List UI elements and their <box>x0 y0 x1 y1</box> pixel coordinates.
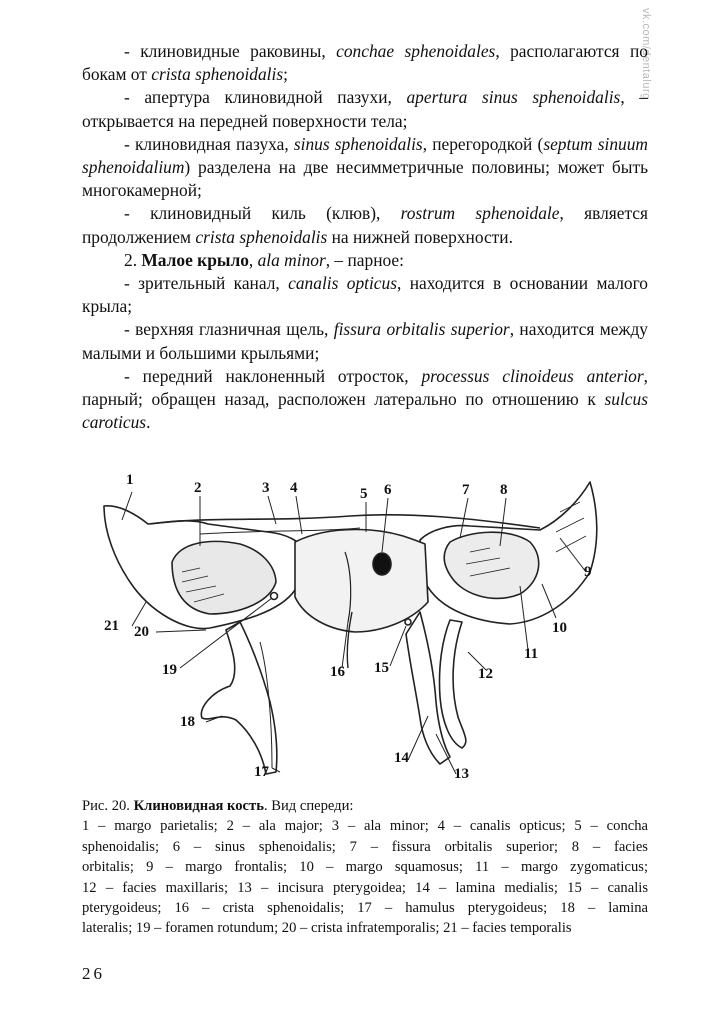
figure-label-18: 18 <box>180 714 195 730</box>
text-run: , располагаются по бокам от <box>82 41 648 85</box>
figure-label-17: 17 <box>254 764 269 780</box>
body-text <box>82 40 648 434</box>
latin-term: crista sphenoidalis <box>151 64 284 85</box>
figure-label-3: 3 <box>262 480 270 496</box>
paragraph <box>82 365 648 435</box>
figure-label-5: 5 <box>360 486 368 502</box>
text-run: - клиновидный киль (клюв), <box>124 203 401 224</box>
text-run: , находится между малыми и большими крыльями; <box>82 319 648 363</box>
paragraph <box>82 249 648 272</box>
figure-caption <box>82 796 648 939</box>
text-run: - апертура клиновидной пазухи, <box>124 87 407 108</box>
latin-term: septum sinuum sphenoidalium <box>82 133 648 178</box>
paragraph <box>82 202 648 248</box>
latin-term: ala minor <box>257 249 326 270</box>
figure-label-9: 9 <box>584 564 592 580</box>
text-run: 2. <box>124 249 142 270</box>
figure-label-2: 2 <box>194 480 202 496</box>
figure-label-12: 12 <box>478 666 493 682</box>
sphenoid-bone-figure <box>90 472 635 792</box>
right-orbital-surface <box>444 532 538 598</box>
latin-term: conchae sphenoidales <box>336 41 496 61</box>
figure-label-8: 8 <box>500 482 508 498</box>
figure-label-13: 13 <box>454 766 469 782</box>
caption-line: pterygoideus; 16 – crista sphenoidalis; 17 – hamulus pterygoideus; 18 – lamina <box>82 900 648 917</box>
caption-line: 1 – margo parietalis; 2 – ala major; 3 – ala minor; 4 – canalis opticus; 5 – concha <box>82 818 648 835</box>
caption-title: Клиновидная кость <box>133 798 264 814</box>
latin-term: fissura orbitalis superior <box>333 319 510 340</box>
text-run: ) разделена на две несимметричные половины; может быть многокамерной; <box>82 157 648 201</box>
caption-heading <box>82 796 648 816</box>
latin-term: processus clinoideus anterior <box>421 365 644 386</box>
figure-label-15: 15 <box>374 660 389 676</box>
latin-term: apertura sinus sphenoidalis <box>406 87 621 108</box>
text-run: , – открывается на передней поверхности тела; <box>82 87 648 131</box>
text-run: , парный; обращен назад, расположен латерально по отношению к <box>82 365 648 410</box>
figure-label-11: 11 <box>524 646 539 662</box>
paragraph <box>82 318 648 364</box>
figure-label-14: 14 <box>394 750 409 766</box>
right-pterygoid-process <box>406 612 450 764</box>
text-run: , находится в основании малого крыла; <box>82 273 649 317</box>
caption-line: orbitalis; 9 – margo frontalis; 10 – margo squamosus; 11 – margo zygomaticus; <box>82 859 648 876</box>
paragraph <box>82 40 648 86</box>
bold-term: Малое крыло <box>141 249 249 270</box>
latin-term: canalis opticus <box>288 273 397 294</box>
left-pterygoid-process <box>201 622 276 774</box>
paragraph <box>82 133 648 203</box>
figure-label-16: 16 <box>330 664 345 680</box>
caption-line: sphenoidalis; 6 – sinus sphenoidalis; 7 – fissura orbitalis superior; 8 – facies <box>82 838 648 855</box>
figure-label-7: 7 <box>462 482 470 498</box>
text-run: - зрительный канал, <box>124 273 289 294</box>
text-run: ; <box>283 64 288 85</box>
page-number: 26 <box>82 964 105 983</box>
figure-label-10: 10 <box>552 620 567 636</box>
watermark: vk.com/dentalurg <box>640 8 652 100</box>
text-run: , перегородкой ( <box>422 133 544 154</box>
figure-label-19: 19 <box>162 662 177 678</box>
text-run: , является продолжением <box>82 203 648 247</box>
text-run: - передний наклоненный отросток, <box>124 365 422 386</box>
paragraph <box>82 272 648 318</box>
text-run: - клиновидная пазуха, <box>124 133 294 154</box>
figure-label-6: 6 <box>384 482 392 498</box>
text-run: на нижней поверхности. <box>327 226 513 247</box>
sphenoid-body <box>295 530 428 633</box>
left-orbital-surface <box>172 541 276 614</box>
latin-term: rostrum sphenoidale <box>400 203 560 224</box>
paragraph <box>82 86 648 132</box>
figure-label-21: 21 <box>104 618 119 634</box>
caption-line: lateralis; 19 – foramen rotundum; 20 – crista infratemporalis; 21 – facies temporalis <box>82 920 572 937</box>
latin-term: crista sphenoidalis <box>195 226 328 247</box>
caption-line: 12 – facies maxillaris; 13 – incisura pterygoidea; 14 – lamina medialis; 15 – canalis <box>82 879 648 896</box>
caption-subtitle: . Вид спереди: <box>263 798 354 814</box>
sinus-aperture <box>373 553 391 575</box>
text-run: , – парное: <box>325 249 404 270</box>
canalis-pterygoideus <box>405 619 411 625</box>
figure-label-4: 4 <box>290 480 298 496</box>
latin-term: sulcus caroticus <box>82 389 648 433</box>
figure-label-20: 20 <box>134 624 149 640</box>
text-run: , <box>248 249 258 270</box>
figure-label-1: 1 <box>126 472 134 488</box>
latin-term: sinus sphenoidalis <box>293 133 423 154</box>
right-lateral-plate <box>439 620 465 748</box>
text-run: . <box>146 412 151 433</box>
text-run: - клиновидные раковины, <box>124 41 337 61</box>
caption-prefix: Рис. 20. <box>82 798 134 814</box>
text-run: - верхняя глазничная щель, <box>124 319 334 340</box>
